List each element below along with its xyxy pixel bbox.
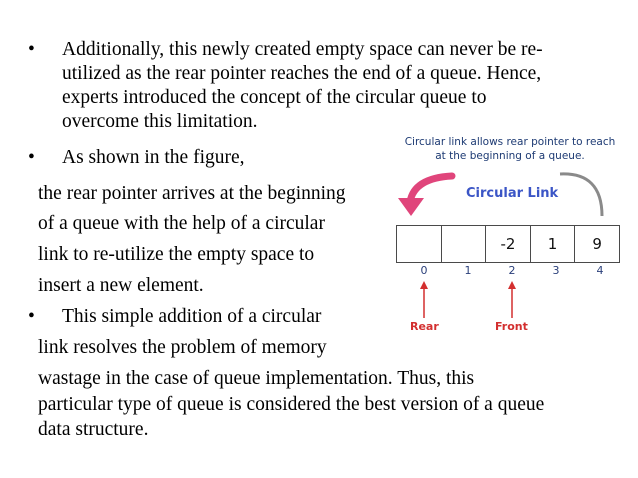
- front-arrow-icon: [508, 281, 516, 289]
- queue-index-1: 1: [464, 264, 472, 277]
- queue-cell-0: [397, 226, 442, 262]
- queue-cell-4: 9: [592, 235, 602, 253]
- text-line-5: As shown in the figure,: [62, 147, 245, 168]
- text-line-2: utilized as the rear pointer reaches the end of a queue. Hence,: [62, 63, 542, 84]
- diagram-caption-line-1: Circular link allows rear pointer to reach: [404, 136, 616, 148]
- text-line-9: insert a new element.: [38, 275, 204, 296]
- bullet-2: •: [28, 147, 35, 168]
- text-line-6: the rear pointer arrives at the beginning: [38, 183, 346, 204]
- pointer-arrows: [410, 278, 530, 320]
- rear-arrow-icon: [420, 281, 428, 289]
- queue-index-2: 2: [508, 264, 516, 277]
- text-line-14: data structure.: [38, 419, 149, 440]
- queue-cell-2: -2: [486, 226, 531, 262]
- diagram-caption-line-2: at the beginning of a queue.: [435, 150, 585, 162]
- text-line-4: overcome this limitation.: [62, 111, 258, 132]
- text-line-1: Additionally, this newly created empty space can never be re-: [62, 39, 543, 60]
- front-label: Front: [495, 320, 528, 333]
- bullet-1: •: [28, 39, 35, 60]
- text-line-7: of a queue with the help of a circular: [38, 213, 325, 234]
- queue-cell-3: 1: [531, 226, 576, 262]
- queue-array: [396, 225, 620, 263]
- circular-link-label: Circular Link: [466, 186, 559, 201]
- text-line-10: This simple addition of a circular: [62, 306, 322, 327]
- queue-cell-1: [442, 226, 487, 262]
- queue-index-0: 0: [420, 264, 428, 277]
- text-line-3: experts introduced the concept of the circular queue to: [62, 87, 487, 108]
- text-line-12: wastage in the case of queue implementation. Thus, this: [38, 368, 475, 389]
- rear-label: Rear: [410, 320, 439, 333]
- bullet-3: •: [28, 306, 35, 327]
- circular-link-arc: [560, 174, 602, 216]
- text-line-8: link to re-utilize the empty space to: [38, 244, 315, 265]
- queue-index-3: 3: [552, 264, 560, 277]
- arrowhead-icon: [398, 198, 424, 216]
- text-line-11: link resolves the problem of memory: [38, 337, 327, 358]
- queue-index-4: 4: [596, 264, 604, 277]
- text-line-13: particular type of queue is considered the best version of a queue: [38, 394, 545, 415]
